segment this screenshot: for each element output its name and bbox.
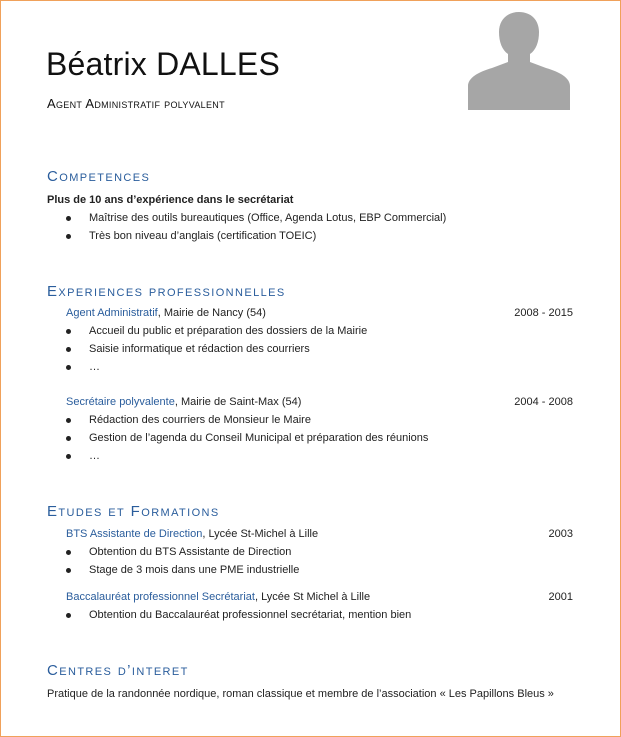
bullet-dot <box>66 550 71 555</box>
profile-photo <box>468 12 570 110</box>
education-year: 2001 <box>548 591 573 603</box>
education-entry-2 <box>66 591 370 603</box>
section-title-competences: Competences <box>47 168 151 185</box>
experience-role: Secrétaire polyvalente <box>66 396 175 408</box>
bullet-dot <box>66 454 71 459</box>
education-school: , Lycée St Michel à Lille <box>254 591 371 603</box>
education-year: 2003 <box>548 528 573 540</box>
bullet-dot <box>66 613 71 618</box>
experience-dates: 2004 - 2008 <box>514 396 573 408</box>
bullet-dot <box>66 436 71 441</box>
experience-entry-1 <box>66 307 266 319</box>
experience-entry-2 <box>66 396 301 408</box>
avatar-silhouette-icon <box>468 12 570 110</box>
bullet-dot <box>66 234 71 239</box>
section-title-experiences: Experiences professionnelles <box>47 283 286 300</box>
experience-dates: 2008 - 2015 <box>514 307 573 319</box>
bullet-dot <box>66 418 71 423</box>
experience-place: , Mairie de Saint-Max (54) <box>174 396 302 408</box>
bullet-dot <box>66 329 71 334</box>
section-title-interets: Centres d’interet <box>47 662 189 679</box>
bullet-dot <box>66 347 71 352</box>
bullet-dot <box>66 365 71 370</box>
experience-place: , Mairie de Nancy (54) <box>157 307 266 319</box>
education-degree: BTS Assistante de Direction <box>66 528 203 540</box>
education-degree: Baccalauréat professionnel Secrétariat <box>66 591 255 603</box>
section-title-etudes: Etudes et Formations <box>47 503 220 520</box>
bullet-dot <box>66 216 71 221</box>
experience-role: Agent Administratif <box>66 307 158 319</box>
education-entry-1 <box>66 528 318 540</box>
job-title: Agent Administratif polyvalent <box>47 96 225 111</box>
education-school: , Lycée St-Michel à Lille <box>202 528 319 540</box>
bullet-dot <box>66 568 71 573</box>
competences-intro: Plus de 10 ans d’expérience dans le secrétariat <box>47 194 294 206</box>
interets-text: Pratique de la randonnée nordique, roman classique et membre de l’association « Les Papillons Bleus » <box>47 688 554 700</box>
candidate-name: Béatrix DALLES <box>46 46 281 82</box>
